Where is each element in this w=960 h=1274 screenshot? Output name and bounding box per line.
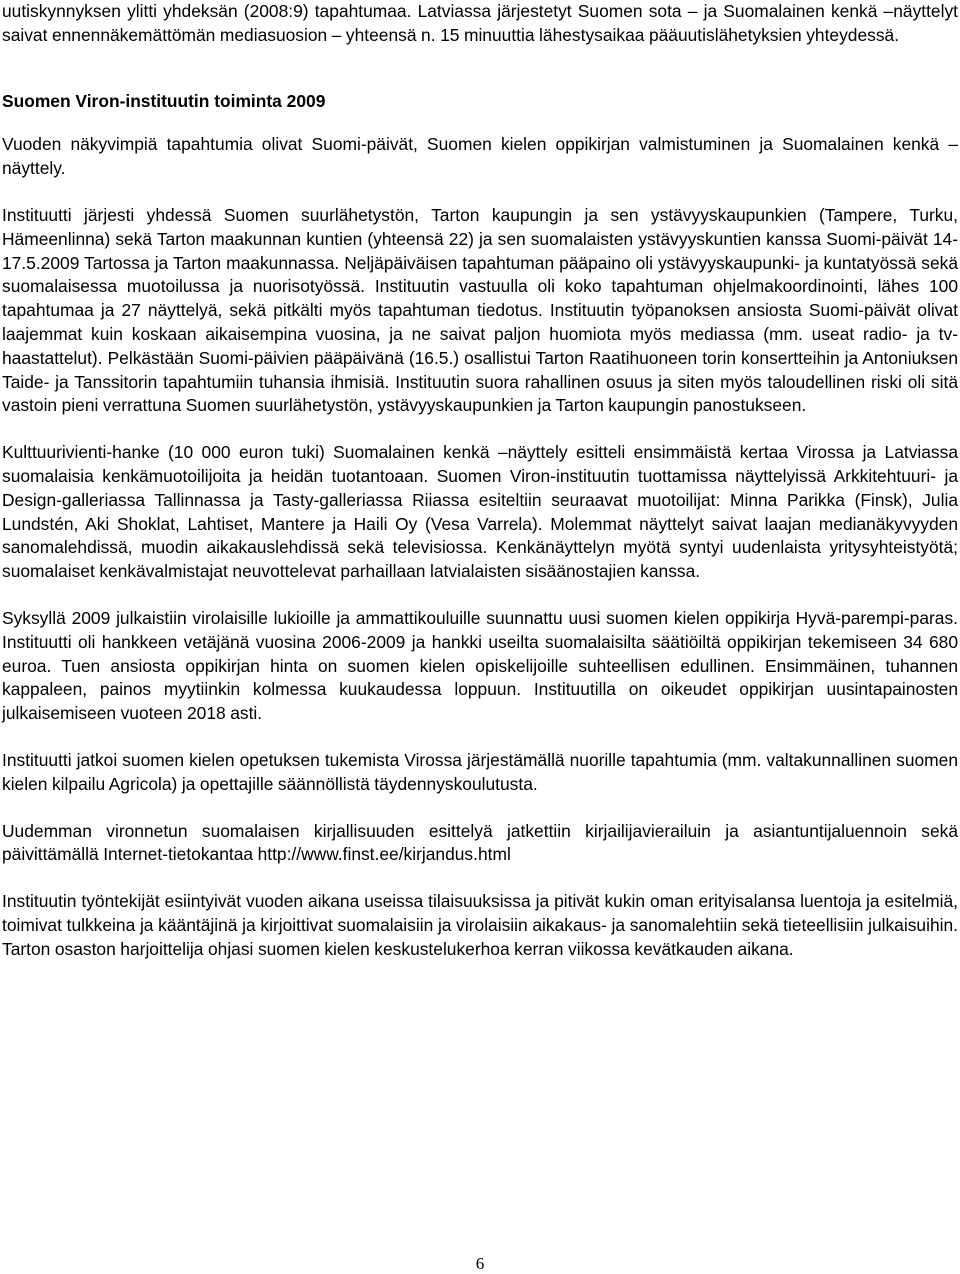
section-heading: Suomen Viron-instituutin toiminta 2009 — [2, 90, 326, 111]
paragraph-suomi-paivat: Instituutti järjesti yhdessä Suomen suurlähetystön, Tarton kaupungin ja sen ystävyyskaupunkien (Tampere, Turku, Hämeenlinna) sekä Tarton maakunnan kuntien (yhteensä 22) ja sen suomalaisten ystävyyskuntien kanssa Suomi-päivät 14-17.5.2009 Tartossa ja Tarton maakunnassa. Neljäpäiväisen tapahtuman pääpaino oli ystävyyskaupunki- ja kuntatyössä sekä suomalaisessa muotoilussa ja nuorisotyössä. Instituutin vastuulla oli koko tapahtuman ohjelmakoordinointi, lähes 100 tapahtumaa ja 27 näyttelyä, sekä pitkälti myös tapahtuman tiedotus. Instituutin työpanoksen ansiosta Suomi-päivät olivat laajemmat kuin koskaan aikaisempina vuosina, ja ne saivat paljon huomiota myös mediassa (mm. useat radio- ja tv-haastattelut). Pelkästään Suomi-päivien pääpäivänä (16.5.) osallistui Tarton Raatihuoneen torin konsertteihin ja Antoniuksen Taide- ja Tanssitorin tapahtumiin tuhansia ihmisiä. Instituutin suora rahallinen osuus ja siten myös taloudellinen riski oli sitä vastoin pieni verrattuna Suomen suurlähetystön, ystävyyskaupunkien ja Tarton kaupungin panostukseen. — [2, 204, 958, 416]
paragraph-literature: Uudemman vironnetun suomalaisen kirjallisuuden esittelyä jatkettiin kirjailijavierailuin ja asiantuntijaluennoin sekä päivittämällä Internet-tietokantaa http://www.finst.ee/kirjandus.html — [2, 820, 958, 865]
paragraph-shoe-exhibition: Kulttuurivienti-hanke (10 000 euron tuki) Suomalainen kenkä –näyttely esitteli ensimmäistä kertaa Virossa ja Latviassa suomalaisia kenkämuotoilijoita ja heidän tuotantoaan. Suomen Viron-instituutin tuottamissa näyttelyissä Arkkitehtuuri- ja Design-galleriassa Tallinnassa ja Tasty-galleriassa Riiassa esiteltiin seuraavat muotoilijat: Minna Parikka (Finsk), Julia Lundstén, Aki Shoklat, Lahtiset, Mantere ja Haili Oy (Vesa Varrela). Molemmat näyttelyt saivat laajan medianäkyvyyden sanomalehdissä, muodin aikakauslehdissä sekä televisiossa. Kenkänäyttelyn myötä syntyi uudenlaista yritysyhteistyötä; suomalaiset kenkävalmistajat neuvottelevat parhaillaan latvialaisten sisäänostajien kanssa. — [2, 442, 958, 582]
paragraph-highlights: Vuoden näkyvimpiä tapahtumia olivat Suomi-päivät, Suomen kielen oppikirjan valmistuminen ja Suomalainen kenkä –näyttely. — [2, 134, 958, 179]
paragraph-textbook: Syksyllä 2009 julkaistiin virolaisille lukioille ja ammattikouluille suunnattu uusi suomen kielen oppikirja Hyvä-parempi-paras. Instituutti oli hankkeen vetäjänä vuosina 2006-2009 ja hankki useilta suomalaisilta säätiöiltä oppikirjan tekemiseen 34 680 euroa. Tuen ansiosta oppikirjan hinta on suomen kielen opiskelijoille suhteellisen edullinen. Ensimmäinen, tuhannen kappaleen, painos myytiinkin kolmessa kuukaudessa loppuun. Instituutilla on oikeudet oppikirjan uusintapainosten julkaisemiseen vuoteen 2018 asti. — [2, 607, 958, 724]
paragraph-staff: Instituutin työntekijät esiintyivät vuoden aikana useissa tilaisuuksissa ja pitivät kukin oman erityisalansa luentoja ja esitelmiä, toimivat tulkkeina ja kääntäjinä ja kirjoittivat suomalaisiin ja virolaisiin aikakaus- ja sanomalehtiin sekä tieteellisiin julkaisuihin. Tarton osaston harjoittelija ohjasi suomen kielen keskustelukerhoa kerran viikossa kevätkauden aikana. — [2, 891, 958, 959]
document-page — [2, 0, 958, 962]
paragraph-language-teaching: Instituutti jatkoi suomen kielen opetuksen tukemista Virossa järjestämällä nuorille tapahtumia (mm. valtakunnallinen suomen kielen kilpailu Agricola) ja opettajille säännöllistä täydennyskoulutusta. — [2, 749, 958, 794]
paragraph-intro: uutiskynnyksen ylitti yhdeksän (2008:9) tapahtumaa. Latviassa järjestetyt Suomen sota – ja Suomalainen kenkä –näyttelyt saivat ennennäkemättömän mediasuosion – yhteensä n. 15 minuuttia lähestysaikaa pääuutislähetyksien yhteydessä. — [2, 1, 958, 45]
page-number: 6 — [475, 1254, 485, 1273]
